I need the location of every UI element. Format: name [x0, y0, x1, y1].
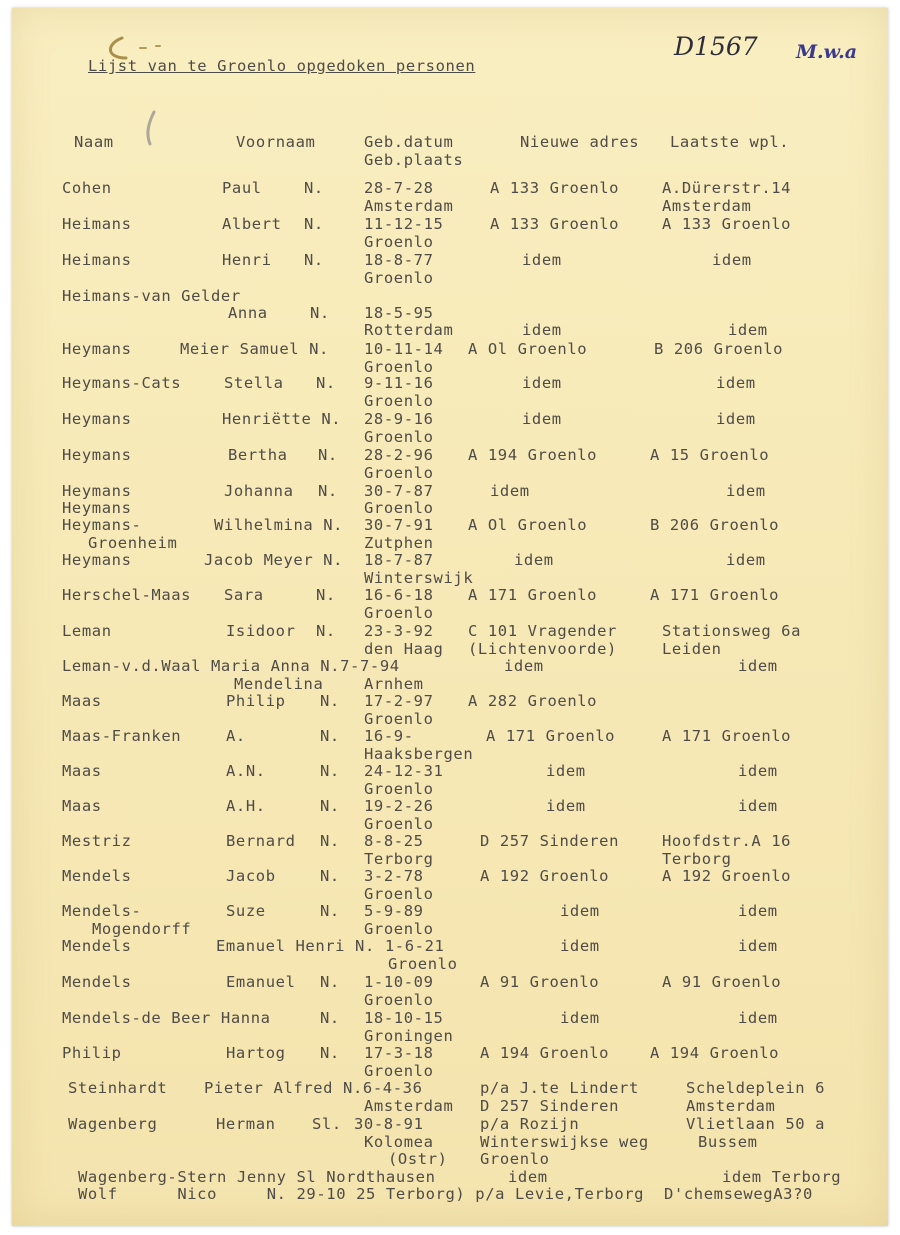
typed-text: Terborg [662, 850, 732, 868]
typed-text: Winterswijk [364, 569, 474, 587]
typed-text: Stationsweg 6a [662, 622, 802, 640]
typed-text: 30-8-91 [354, 1115, 424, 1133]
typed-text: C 101 Vragender [468, 622, 617, 640]
typed-text: Leman [62, 622, 112, 640]
typed-text: D 257 Sinderen [480, 832, 620, 850]
typed-text: A. [226, 727, 246, 745]
handwritten-initials: M.w.a [796, 41, 858, 63]
typed-text: Maas [62, 692, 102, 710]
typed-text: Heymans [62, 340, 132, 358]
typed-text: 8-8-25 [364, 832, 424, 850]
typed-text: idem [728, 321, 768, 339]
typed-text: idem [508, 1168, 548, 1186]
ink-stroke-icon [142, 110, 162, 150]
typed-text: Sara [224, 586, 264, 604]
typed-text: N. [316, 586, 336, 604]
typed-text: N. [320, 727, 340, 745]
typed-text: Winterswijkse weg [480, 1133, 649, 1151]
typed-text: Mendels [62, 973, 132, 991]
typed-text: Hartog [226, 1044, 286, 1062]
typed-text: idem [738, 902, 778, 920]
typed-text: A 192 Groenlo [480, 867, 610, 885]
typed-text: p/a J.te Lindert [480, 1079, 639, 1097]
typed-text: N. [316, 374, 336, 392]
typed-text: A 91 Groenlo [480, 973, 600, 991]
typed-text: 16-6-18 [364, 586, 434, 604]
typed-text: Heymans [62, 410, 132, 428]
typed-text: A.Dürerstr.14 [662, 179, 792, 197]
typed-text: idem [546, 762, 586, 780]
typed-text: idem [716, 410, 756, 428]
typed-text: N. [320, 797, 340, 815]
typed-text: idem [738, 797, 778, 815]
typed-text: idem Terborg [722, 1168, 842, 1186]
typed-text: 28-2-96 [364, 446, 434, 464]
typed-text: N. [304, 179, 324, 197]
typed-text: Heymans [62, 446, 132, 464]
typed-text: Heymans [62, 482, 132, 500]
typed-text: Kolomea [364, 1133, 434, 1151]
typed-text: idem [522, 374, 562, 392]
archive-reference-number: D1567 [674, 32, 758, 61]
typed-text: 9-11-16 [364, 374, 434, 392]
typed-text: Amsterdam [364, 197, 454, 215]
typed-text: Groenlo [364, 815, 434, 833]
typed-text: A 91 Groenlo [662, 973, 782, 991]
typed-text: 19-2-26 [364, 797, 434, 815]
typed-text: Wolf Nico N. 29-10 25 Terborg) p/a Levie,Terborg D'chemsewegA3?0 [78, 1185, 813, 1203]
typed-text: Johanna [224, 482, 294, 500]
typed-text: Stella [224, 374, 284, 392]
typed-text: Jacob [226, 867, 276, 885]
typed-text: Amsterdam [364, 1097, 454, 1115]
typed-text: Mendels-de Beer Hanna [62, 1009, 271, 1027]
typed-text: Maas-Franken [62, 727, 182, 745]
typed-text: N. [304, 215, 324, 233]
typed-text: A 171 Groenlo [650, 586, 780, 604]
typed-text: A Ol Groenlo [468, 516, 588, 534]
typed-text: 30-7-87 [364, 482, 434, 500]
typed-text: Groenlo [364, 920, 434, 938]
typed-text: Herschel-Maas [62, 586, 192, 604]
typed-text: Groenlo [364, 499, 434, 517]
typed-text: idem [522, 251, 562, 269]
typed-text: Groenlo [364, 428, 434, 446]
typed-text: Paul [222, 179, 262, 197]
typed-text: idem [716, 374, 756, 392]
typed-text: idem [712, 251, 752, 269]
typed-text: Henri [222, 251, 272, 269]
typed-text: Groenlo [388, 955, 458, 973]
typed-text: Terborg [364, 850, 434, 868]
typed-text: Pieter Alfred N.6-4-36 [204, 1079, 423, 1097]
typed-text: idem [726, 551, 766, 569]
typed-text: N. [320, 692, 340, 710]
typed-text: Heymans [62, 499, 132, 517]
typed-text: 18-10-15 [364, 1009, 444, 1027]
typed-text: Vlietlaan 50 a [686, 1115, 826, 1133]
typed-text: den Haag [364, 640, 444, 658]
typed-text: Mendels [62, 867, 132, 885]
typed-text: Isidoor [226, 622, 296, 640]
typed-text: Emanuel Henri N. 1-6-21 [216, 937, 445, 955]
typed-text: Steinhardt [68, 1079, 168, 1097]
typed-text: Herman [216, 1115, 276, 1133]
typed-text: Amsterdam [662, 197, 752, 215]
typed-text: Groenlo [364, 1062, 434, 1080]
typed-text: Zutphen [364, 534, 434, 552]
typed-text: Groenlo [364, 358, 434, 376]
typed-text: 18-7-87 [364, 551, 434, 569]
typed-text: idem [522, 321, 562, 339]
typed-text: Jacob Meyer N. [204, 551, 344, 569]
typed-text: Wagenberg-Stern Jenny Sl Nordthausen [78, 1168, 436, 1186]
typed-text: 11-12-15 [364, 215, 444, 233]
typed-text: 3-2-78 [364, 867, 424, 885]
typed-text: Emanuel [226, 973, 296, 991]
typed-text: Cohen [62, 179, 112, 197]
typed-text: N. [320, 902, 340, 920]
typed-text: Leiden [662, 640, 722, 658]
typed-text: (Lichtenvoorde) [468, 640, 617, 658]
typed-text: Groenlo [364, 464, 434, 482]
typed-text: D 257 Sinderen [480, 1097, 620, 1115]
typed-text: 18-8-77 [364, 251, 434, 269]
header-naam: Naam [74, 133, 114, 151]
typed-text: idem [738, 937, 778, 955]
document-title: Lijst van te Groenlo opgedoken personen [88, 57, 476, 75]
typed-text: A 171 Groenlo [486, 727, 616, 745]
typed-text: Bernard [226, 832, 296, 850]
typed-text: Groenlo [364, 991, 434, 1009]
typed-text: Philip [226, 692, 286, 710]
typed-text: Suze [226, 902, 266, 920]
document-page [12, 8, 888, 1226]
typed-text: Philip [62, 1044, 122, 1062]
header-geb-datum: Geb.datum [364, 133, 454, 151]
typed-text: 18-5-95 [364, 304, 434, 322]
typed-text: Wagenberg [68, 1115, 158, 1133]
typed-text: p/a Rozijn [480, 1115, 580, 1133]
typed-text: Bertha [228, 446, 288, 464]
typed-text: Haaksbergen [364, 745, 474, 763]
typed-text: Groenlo [364, 885, 434, 903]
typed-text: Mendelina [234, 675, 324, 693]
typed-text: idem [560, 937, 600, 955]
typed-text: Groenlo [364, 269, 434, 287]
typed-text: Groenlo [364, 780, 434, 798]
typed-text: A 192 Groenlo [662, 867, 792, 885]
typed-text: Rotterdam [364, 321, 454, 339]
header-geb-plaats: Geb.plaats [364, 151, 464, 169]
header-voornaam: Voornaam [236, 133, 316, 151]
typed-text: Groenlo [364, 392, 434, 410]
typed-text: Wilhelmina N. [214, 516, 344, 534]
header-laatste-wpl: Laatste wpl. [670, 133, 790, 151]
typed-text: 28-9-16 [364, 410, 434, 428]
typed-text: Scheldeplein 6 [686, 1079, 826, 1097]
typed-text: idem [490, 482, 530, 500]
typed-text: N. [318, 482, 338, 500]
typed-text: N. [320, 1044, 340, 1062]
typed-text: idem [514, 551, 554, 569]
typed-text: N. [320, 762, 340, 780]
typed-text: A 133 Groenlo [662, 215, 792, 233]
typed-text: Sl. [312, 1115, 342, 1133]
typed-text: idem [726, 482, 766, 500]
typed-text: A 194 Groenlo [480, 1044, 610, 1062]
typed-text: N. [304, 251, 324, 269]
typed-text: Henriëtte N. [222, 410, 342, 428]
typed-text: Amsterdam [686, 1097, 776, 1115]
typed-text: 10-11-14 [364, 340, 444, 358]
typed-text: Heymans-Cats [62, 374, 182, 392]
typed-text: Mendels [62, 937, 132, 955]
typed-text: Anna [228, 304, 268, 322]
typed-text: A 282 Groenlo [468, 692, 598, 710]
typed-text: idem [738, 657, 778, 675]
typed-text: 30-7-91 [364, 516, 434, 534]
typed-text: Heimans-van Gelder [62, 287, 241, 305]
typed-text: A 171 Groenlo [662, 727, 792, 745]
typed-text: 17-3-18 [364, 1044, 434, 1062]
typed-text: Heimans [62, 251, 132, 269]
typed-text: N. [320, 832, 340, 850]
typed-text: A 15 Groenlo [650, 446, 770, 464]
typed-text: Hoofdstr.A 16 [662, 832, 792, 850]
typed-text: Groenheim [88, 534, 178, 552]
typed-text: Maas [62, 797, 102, 815]
typed-text: 28-7-28 [364, 179, 434, 197]
typed-text: N. [318, 446, 338, 464]
typed-text: B 206 Groenlo [654, 340, 784, 358]
typed-text: Meier Samuel N. [180, 340, 329, 358]
typed-text: idem [560, 902, 600, 920]
typed-text: Groenlo [364, 710, 434, 728]
typed-text: A Ol Groenlo [468, 340, 588, 358]
typed-text: idem [522, 410, 562, 428]
typed-text: Groningen [364, 1027, 454, 1045]
typed-text: Groenlo [364, 233, 434, 251]
typed-text: Leman-v.d.Waal Maria Anna N.7-7-94 [62, 657, 400, 675]
typed-text: Mestriz [62, 832, 132, 850]
typed-text: (Ostr) [388, 1150, 448, 1168]
typed-text: idem [738, 762, 778, 780]
typed-text: N. [320, 973, 340, 991]
typed-text: B 206 Groenlo [650, 516, 780, 534]
typed-text: 17-2-97 [364, 692, 434, 710]
typed-text: Groenlo [480, 1150, 550, 1168]
typed-text: 24-12-31 [364, 762, 444, 780]
typed-text: Heimans [62, 215, 132, 233]
typed-text: A 133 Groenlo [490, 215, 620, 233]
typed-text: Maas [62, 762, 102, 780]
typed-text: A.H. [226, 797, 266, 815]
typed-text: A 133 Groenlo [490, 179, 620, 197]
typed-text: A.N. [226, 762, 266, 780]
typed-text: idem [738, 1009, 778, 1027]
typed-text: A 194 Groenlo [650, 1044, 780, 1062]
typed-text: N. [310, 304, 330, 322]
header-nieuwe-adres: Nieuwe adres [520, 133, 640, 151]
typed-text: N. [320, 1009, 340, 1027]
typed-text: A 171 Groenlo [468, 586, 598, 604]
typed-text: 16-9- [364, 727, 414, 745]
typed-text: N. [320, 867, 340, 885]
typed-text: A 194 Groenlo [468, 446, 598, 464]
typed-text: idem [560, 1009, 600, 1027]
typed-text: idem [546, 797, 586, 815]
typed-text: 1-10-09 [364, 973, 434, 991]
typed-text: Mogendorff [92, 920, 192, 938]
typed-text: 23-3-92 [364, 622, 434, 640]
typed-text: Arnhem [364, 675, 424, 693]
typed-text: Heymans- [62, 516, 142, 534]
typed-text: idem [504, 657, 544, 675]
typed-text: N. [316, 622, 336, 640]
typed-text: Heymans [62, 551, 132, 569]
typed-text: Bussem [698, 1133, 758, 1151]
typed-text: Albert [222, 215, 282, 233]
typed-text: Groenlo [364, 604, 434, 622]
typed-text: Mendels- [62, 902, 142, 920]
typed-text: 5-9-89 [364, 902, 424, 920]
